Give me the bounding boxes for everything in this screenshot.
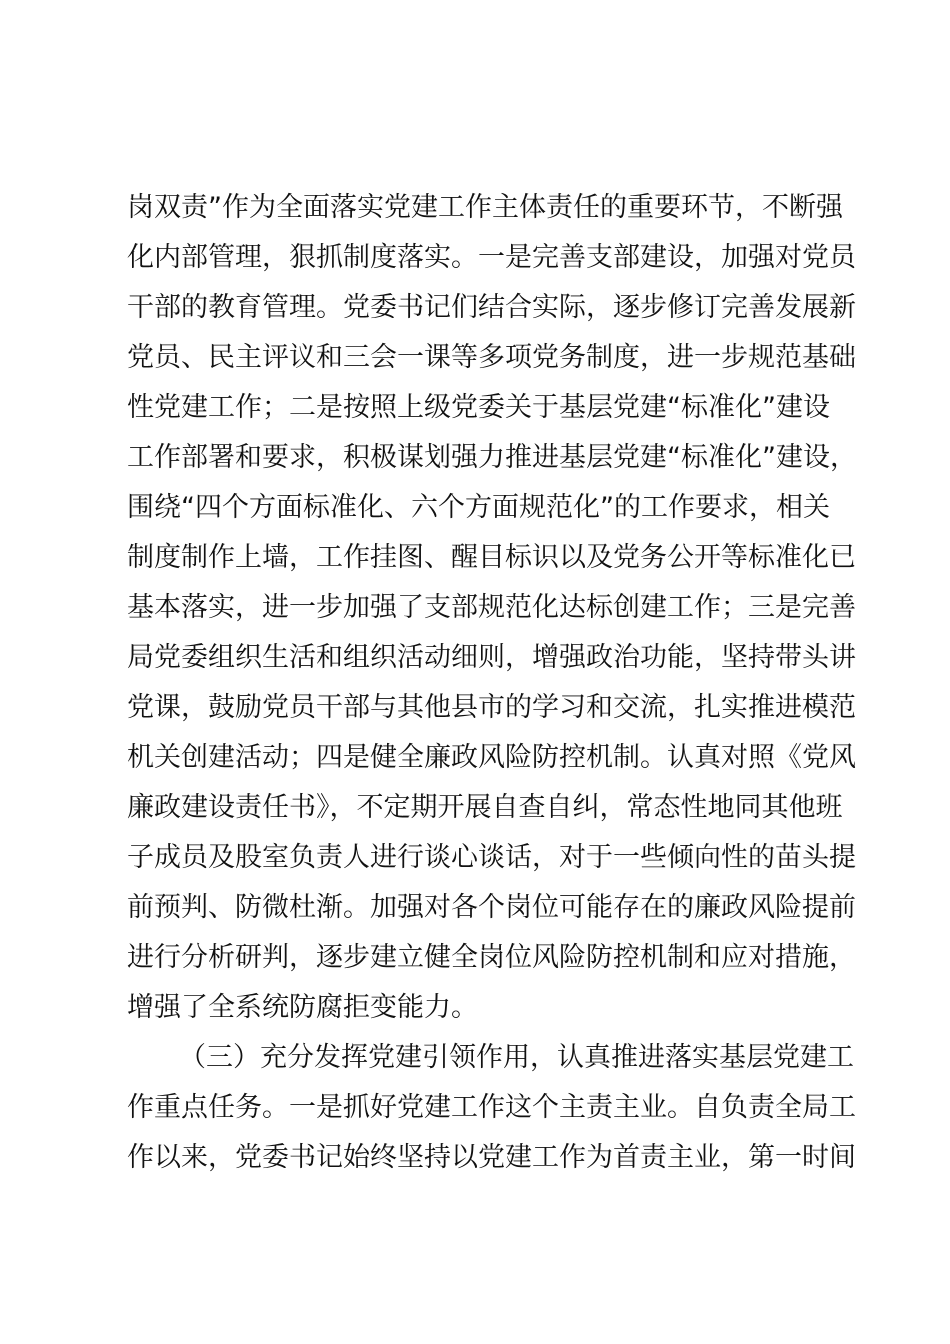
- document-body: [127, 183, 857, 1183]
- text-line: 干部的教育管理。党委书记们结合实际，逐步修订完善发展新: [127, 292, 856, 323]
- text-line: 性党建工作；二是按照上级党委关于基层党建“标准化”建设: [127, 392, 830, 423]
- text-line: 围绕“四个方面标准化、六个方面规范化”的工作要求，相关: [127, 492, 830, 523]
- text-line: 党课，鼓励党员干部与其他县市的学习和交流，扎实推进模范: [127, 692, 856, 723]
- text-line: 制度制作上墙，工作挂图、醒目标识以及党务公开等标准化已: [127, 542, 856, 573]
- text-line: 岗双责”作为全面落实党建工作主体责任的重要环节，不断强: [127, 192, 843, 223]
- text-line: 增强了全系统防腐拒变能力。: [127, 992, 478, 1023]
- text-line: 基本落实，进一步加强了支部规范化达标创建工作；三是完善: [127, 592, 856, 623]
- section-heading-line: （三）充分发挥党建引领作用，认真推进落实基层党建工: [179, 1042, 854, 1073]
- text-line: 子成员及股室负责人进行谈心谈话，对于一些倾向性的苗头提: [127, 842, 856, 873]
- text-line: 作重点任务。一是抓好党建工作这个主责主业。自负责全局工: [127, 1092, 856, 1123]
- text-line: 局党委组织生活和组织活动细则，增强政治功能，坚持带头讲: [127, 642, 856, 673]
- text-line: 作以来，党委书记始终坚持以党建工作为首责主业，第一时间: [127, 1142, 856, 1173]
- text-line: 进行分析研判，逐步建立健全岗位风险防控机制和应对措施，: [127, 942, 856, 973]
- text-line: 前预判、防微杜渐。加强对各个岗位可能存在的廉政风险提前: [127, 892, 856, 923]
- text-line: 党员、民主评议和三会一课等多项党务制度，进一步规范基础: [127, 342, 856, 373]
- text-line: 工作部署和要求，积极谋划强力推进基层党建“标准化”建设，: [127, 442, 857, 473]
- text-line: 机关创建活动；四是健全廉政风险防控机制。认真对照《党风: [127, 742, 856, 773]
- text-line: 化内部管理，狠抓制度落实。一是完善支部建设，加强对党员: [127, 242, 856, 273]
- text-line: 廉政建设责任书》，不定期开展自查自纠，常态性地同其他班: [127, 792, 843, 823]
